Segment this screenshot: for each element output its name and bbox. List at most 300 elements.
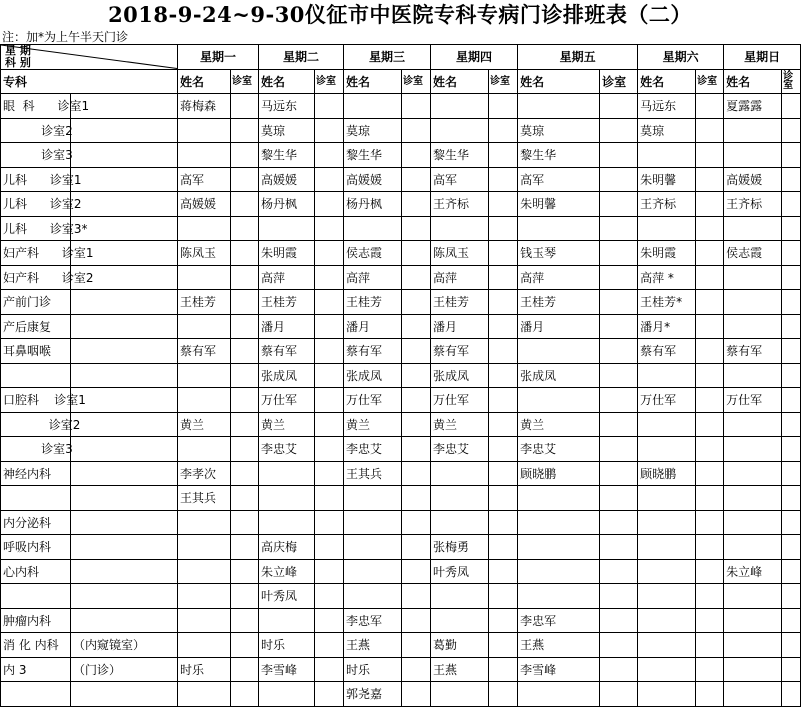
room-cell xyxy=(782,241,801,266)
doctor-name-cell xyxy=(344,94,402,119)
dept-cell: 内分泌科 xyxy=(1,510,71,535)
doctor-name-cell xyxy=(638,608,696,633)
doctor-name-cell: 蔡有军 xyxy=(178,339,231,364)
room-cell xyxy=(315,461,344,486)
doctor-name-cell xyxy=(178,314,231,339)
room-cell xyxy=(231,192,259,217)
doctor-name-cell xyxy=(638,363,696,388)
room-cell xyxy=(231,339,259,364)
room-cell xyxy=(600,241,638,266)
doctor-name-cell xyxy=(178,118,231,143)
doctor-name-cell: 李忠艾 xyxy=(259,437,315,462)
room-cell xyxy=(402,633,431,658)
dept-cell: 诊室3 xyxy=(1,437,71,462)
room-cell xyxy=(402,339,431,364)
doctor-name-cell xyxy=(344,486,402,511)
doctor-name-cell: 潘月 xyxy=(344,314,402,339)
dept-cell xyxy=(1,363,71,388)
room-cell xyxy=(231,216,259,241)
room-cell xyxy=(782,216,801,241)
doctor-name-cell xyxy=(259,608,315,633)
name-header: 姓名 xyxy=(518,69,600,94)
table-row xyxy=(1,608,801,633)
room-cell xyxy=(696,143,724,168)
name-header: 姓名 xyxy=(259,69,315,94)
table-row xyxy=(1,461,801,486)
room-cell xyxy=(489,559,518,584)
dept-cell: 儿科 诊室3* xyxy=(1,216,71,241)
doctor-name-cell xyxy=(344,535,402,560)
doctor-name-cell xyxy=(518,216,600,241)
doctor-name-cell: 钱玉琴 xyxy=(518,241,600,266)
dept-cell: 心内科 xyxy=(1,559,71,584)
doctor-name-cell: 王齐标 xyxy=(638,192,696,217)
doctor-name-cell: 王桂芳 xyxy=(518,290,600,315)
corner-cell xyxy=(1,45,178,70)
room-cell xyxy=(600,633,638,658)
room-cell xyxy=(782,388,801,413)
name-header: 姓名 xyxy=(344,69,402,94)
dept-sub-cell xyxy=(71,118,178,143)
doctor-name-cell xyxy=(724,486,782,511)
room-cell xyxy=(231,363,259,388)
room-cell xyxy=(315,241,344,266)
dept-sub-cell: （门诊） xyxy=(71,657,178,682)
doctor-name-cell: 朱明霞 xyxy=(638,241,696,266)
doctor-name-cell xyxy=(638,486,696,511)
room-cell xyxy=(315,143,344,168)
room-cell xyxy=(315,437,344,462)
doctor-name-cell xyxy=(724,584,782,609)
room-cell xyxy=(489,314,518,339)
table-row xyxy=(1,363,801,388)
doctor-name-cell: 高庆梅 xyxy=(259,535,315,560)
doctor-name-cell: 夏露露 xyxy=(724,94,782,119)
doctor-name-cell xyxy=(178,608,231,633)
room-cell xyxy=(600,167,638,192)
doctor-name-cell xyxy=(638,559,696,584)
doctor-name-cell xyxy=(431,94,489,119)
room-cell xyxy=(600,290,638,315)
room-cell xyxy=(402,143,431,168)
table-row xyxy=(1,412,801,437)
room-cell xyxy=(231,437,259,462)
doctor-name-cell: 蔡有军 xyxy=(638,339,696,364)
room-cell xyxy=(696,167,724,192)
room-cell xyxy=(231,461,259,486)
dept-cell: 儿科 诊室1 xyxy=(1,167,71,192)
room-cell xyxy=(600,143,638,168)
doctor-name-cell xyxy=(518,535,600,560)
room-cell xyxy=(231,94,259,119)
doctor-name-cell xyxy=(724,290,782,315)
room-cell xyxy=(402,535,431,560)
doctor-name-cell: 黎生华 xyxy=(344,143,402,168)
room-cell xyxy=(782,118,801,143)
doctor-name-cell: 王桂芳 xyxy=(178,290,231,315)
name-header: 姓名 xyxy=(178,69,231,94)
doctor-name-cell: 朱立峰 xyxy=(259,559,315,584)
doctor-name-cell xyxy=(638,216,696,241)
table-row xyxy=(1,486,801,511)
room-cell xyxy=(600,657,638,682)
room-cell xyxy=(231,633,259,658)
room-cell xyxy=(315,290,344,315)
doctor-name-cell xyxy=(518,339,600,364)
room-cell xyxy=(489,265,518,290)
doctor-name-cell xyxy=(638,584,696,609)
room-cell xyxy=(489,94,518,119)
doctor-name-cell xyxy=(431,510,489,535)
doctor-name-cell xyxy=(431,584,489,609)
doctor-name-cell xyxy=(638,633,696,658)
weekday-header: 星期二 xyxy=(259,45,344,70)
room-cell xyxy=(402,192,431,217)
dept-sub-cell xyxy=(71,486,178,511)
doctor-name-cell: 潘月 xyxy=(259,314,315,339)
room-cell xyxy=(402,388,431,413)
weekday-header: 星期四 xyxy=(431,45,518,70)
room-cell xyxy=(231,167,259,192)
doctor-name-cell: 黎生华 xyxy=(259,143,315,168)
doctor-name-cell xyxy=(638,412,696,437)
room-cell xyxy=(600,584,638,609)
room-cell xyxy=(489,633,518,658)
doctor-name-cell xyxy=(724,314,782,339)
dept-cell: 儿科 诊室2 xyxy=(1,192,71,217)
doctor-name-cell: 李忠艾 xyxy=(431,437,489,462)
room-cell xyxy=(489,241,518,266)
doctor-name-cell xyxy=(259,216,315,241)
dept-sub-cell xyxy=(71,192,178,217)
room-cell xyxy=(782,412,801,437)
table-row xyxy=(1,290,801,315)
weekday-header: 星期日 xyxy=(724,45,801,70)
room-cell xyxy=(402,216,431,241)
dept-cell xyxy=(1,584,71,609)
room-header: 诊室 xyxy=(402,69,431,94)
doctor-name-cell xyxy=(259,461,315,486)
room-cell xyxy=(489,437,518,462)
room-cell xyxy=(402,608,431,633)
room-cell xyxy=(782,584,801,609)
doctor-name-cell xyxy=(724,535,782,560)
doctor-name-cell: 朱明馨 xyxy=(518,192,600,217)
doctor-name-cell: 万仕军 xyxy=(724,388,782,413)
room-cell xyxy=(696,118,724,143)
doctor-name-cell: 李孝次 xyxy=(178,461,231,486)
doctor-name-cell: 潘月 xyxy=(518,314,600,339)
room-cell xyxy=(489,461,518,486)
doctor-name-cell xyxy=(724,633,782,658)
dept-sub-cell xyxy=(71,363,178,388)
room-cell xyxy=(231,143,259,168)
room-cell xyxy=(315,535,344,560)
dept-header: 专科 xyxy=(1,69,178,94)
doctor-name-cell xyxy=(178,216,231,241)
room-header: 诊室 xyxy=(489,69,518,94)
room-cell xyxy=(782,265,801,290)
doctor-name-cell: 莫琼 xyxy=(518,118,600,143)
room-cell xyxy=(231,486,259,511)
room-cell xyxy=(489,143,518,168)
dept-cell: 妇产科 诊室2 xyxy=(1,265,71,290)
doctor-name-cell xyxy=(638,682,696,707)
room-cell xyxy=(489,363,518,388)
doctor-name-cell: 李忠艾 xyxy=(518,437,600,462)
room-cell xyxy=(600,559,638,584)
room-cell xyxy=(231,559,259,584)
table-row xyxy=(1,559,801,584)
room-cell xyxy=(315,510,344,535)
room-cell xyxy=(231,608,259,633)
room-cell xyxy=(402,412,431,437)
doctor-name-cell: 蔡有军 xyxy=(431,339,489,364)
doctor-name-cell: 侯志霞 xyxy=(344,241,402,266)
room-cell xyxy=(489,216,518,241)
corner-top-label: 星 期 xyxy=(5,44,31,57)
room-cell xyxy=(315,388,344,413)
room-cell xyxy=(489,535,518,560)
doctor-name-cell: 王齐标 xyxy=(724,192,782,217)
room-cell xyxy=(600,363,638,388)
doctor-name-cell: 王桂芳 xyxy=(431,290,489,315)
doctor-name-cell: 黎生华 xyxy=(518,143,600,168)
doctor-name-cell: 王燕 xyxy=(431,657,489,682)
room-cell xyxy=(782,461,801,486)
doctor-name-cell: 万仕军 xyxy=(638,388,696,413)
room-cell xyxy=(489,608,518,633)
room-cell xyxy=(489,657,518,682)
doctor-name-cell: 叶秀凤 xyxy=(259,584,315,609)
doctor-name-cell: 张成凤 xyxy=(518,363,600,388)
room-cell xyxy=(231,657,259,682)
doctor-name-cell: 李忠艾 xyxy=(344,437,402,462)
doctor-name-cell: 潘月* xyxy=(638,314,696,339)
room-cell xyxy=(402,94,431,119)
dept-cell xyxy=(1,486,71,511)
doctor-name-cell: 张成凤 xyxy=(431,363,489,388)
dept-cell: 产后康复 xyxy=(1,314,71,339)
dept-sub-cell xyxy=(71,437,178,462)
room-cell xyxy=(782,143,801,168)
dept-sub-cell xyxy=(71,290,178,315)
room-cell xyxy=(782,363,801,388)
doctor-name-cell xyxy=(724,412,782,437)
room-cell xyxy=(402,559,431,584)
room-cell xyxy=(231,118,259,143)
table-row xyxy=(1,682,801,707)
room-cell xyxy=(600,388,638,413)
dept-sub-cell xyxy=(71,143,178,168)
table-row xyxy=(1,94,801,119)
room-cell xyxy=(315,412,344,437)
doctor-name-cell xyxy=(518,486,600,511)
room-cell xyxy=(315,486,344,511)
note: 注：加*为上午半天门诊 xyxy=(2,30,129,44)
doctor-name-cell: 万仕军 xyxy=(344,388,402,413)
doctor-name-cell xyxy=(178,535,231,560)
room-cell xyxy=(315,682,344,707)
room-cell xyxy=(315,363,344,388)
room-cell xyxy=(600,216,638,241)
room-cell xyxy=(402,657,431,682)
room-cell xyxy=(600,339,638,364)
doctor-name-cell: 黄兰 xyxy=(518,412,600,437)
room-cell xyxy=(600,94,638,119)
doctor-name-cell: 万仕军 xyxy=(259,388,315,413)
dept-sub-cell xyxy=(71,510,178,535)
doctor-name-cell: 李雪峰 xyxy=(518,657,600,682)
column-header-row xyxy=(1,69,801,94)
room-cell xyxy=(782,290,801,315)
doctor-name-cell xyxy=(724,363,782,388)
dept-cell: 消 化 内科 xyxy=(1,633,71,658)
table-row xyxy=(1,265,801,290)
doctor-name-cell: 陈凤玉 xyxy=(431,241,489,266)
room-cell xyxy=(696,559,724,584)
room-cell xyxy=(315,94,344,119)
room-cell xyxy=(402,437,431,462)
room-header: 诊室 xyxy=(782,69,801,94)
doctor-name-cell: 张成凤 xyxy=(259,363,315,388)
doctor-name-cell xyxy=(638,437,696,462)
doctor-name-cell xyxy=(178,363,231,388)
doctor-name-cell xyxy=(518,584,600,609)
table-row xyxy=(1,633,801,658)
table-row xyxy=(1,167,801,192)
doctor-name-cell: 郭尧嘉 xyxy=(344,682,402,707)
room-cell xyxy=(402,461,431,486)
room-cell xyxy=(489,682,518,707)
doctor-name-cell xyxy=(344,216,402,241)
doctor-name-cell: 马远东 xyxy=(638,94,696,119)
doctor-name-cell xyxy=(518,94,600,119)
room-cell xyxy=(696,339,724,364)
room-cell xyxy=(696,363,724,388)
room-cell xyxy=(231,584,259,609)
doctor-name-cell xyxy=(178,265,231,290)
doctor-name-cell: 朱明馨 xyxy=(638,167,696,192)
room-cell xyxy=(782,314,801,339)
dept-cell: 诊室3 xyxy=(1,143,71,168)
doctor-name-cell: 王燕 xyxy=(518,633,600,658)
room-cell xyxy=(402,314,431,339)
doctor-name-cell: 蔡有军 xyxy=(344,339,402,364)
room-cell xyxy=(402,584,431,609)
page-title: 2018-9-24~9-30仪征市中医院专科专病门诊排班表（二） xyxy=(108,2,692,27)
doctor-name-cell: 杨丹枫 xyxy=(259,192,315,217)
room-cell xyxy=(315,584,344,609)
room-cell xyxy=(402,510,431,535)
doctor-name-cell: 王燕 xyxy=(344,633,402,658)
room-cell xyxy=(782,608,801,633)
dept-sub-cell xyxy=(71,461,178,486)
room-cell xyxy=(696,608,724,633)
doctor-name-cell: 王其兵 xyxy=(178,486,231,511)
room-cell xyxy=(315,216,344,241)
doctor-name-cell: 蔡有军 xyxy=(259,339,315,364)
doctor-name-cell xyxy=(431,118,489,143)
room-cell xyxy=(696,486,724,511)
schedule-table xyxy=(0,44,801,707)
room-cell xyxy=(696,314,724,339)
room-cell xyxy=(600,608,638,633)
room-cell xyxy=(782,339,801,364)
room-cell xyxy=(231,412,259,437)
doctor-name-cell: 蔡有军 xyxy=(724,339,782,364)
corner-bottom-label: 科 别 xyxy=(5,56,31,69)
table-row xyxy=(1,388,801,413)
table-row xyxy=(1,192,801,217)
room-cell xyxy=(696,682,724,707)
dept-sub-cell xyxy=(71,559,178,584)
doctor-name-cell: 王桂芳* xyxy=(638,290,696,315)
room-cell xyxy=(489,510,518,535)
doctor-name-cell xyxy=(724,265,782,290)
name-header: 姓名 xyxy=(724,69,782,94)
doctor-name-cell: 莫琼 xyxy=(344,118,402,143)
doctor-name-cell xyxy=(638,143,696,168)
dept-cell: 肿瘤内科 xyxy=(1,608,71,633)
dept-cell: 妇产科 诊室1 xyxy=(1,241,71,266)
doctor-name-cell: 王其兵 xyxy=(344,461,402,486)
room-cell xyxy=(782,486,801,511)
room-cell xyxy=(600,192,638,217)
room-cell xyxy=(600,461,638,486)
table-row xyxy=(1,339,801,364)
room-cell xyxy=(600,314,638,339)
room-cell xyxy=(782,657,801,682)
room-cell xyxy=(696,584,724,609)
doctor-name-cell: 侯志霞 xyxy=(724,241,782,266)
room-cell xyxy=(315,167,344,192)
room-header: 诊室 xyxy=(600,69,638,94)
dept-sub-cell xyxy=(71,682,178,707)
room-cell xyxy=(489,412,518,437)
room-cell xyxy=(600,265,638,290)
doctor-name-cell xyxy=(724,657,782,682)
doctor-name-cell: 黄兰 xyxy=(344,412,402,437)
room-cell xyxy=(782,633,801,658)
room-cell xyxy=(696,510,724,535)
doctor-name-cell: 高萍 xyxy=(518,265,600,290)
doctor-name-cell xyxy=(724,510,782,535)
doctor-name-cell: 王齐标 xyxy=(431,192,489,217)
doctor-name-cell: 张梅勇 xyxy=(431,535,489,560)
room-cell xyxy=(696,216,724,241)
weekday-header: 星期三 xyxy=(344,45,431,70)
room-cell xyxy=(489,290,518,315)
room-cell xyxy=(782,510,801,535)
dept-sub-cell xyxy=(71,167,178,192)
dept-sub-cell xyxy=(71,608,178,633)
doctor-name-cell xyxy=(724,461,782,486)
room-cell xyxy=(489,584,518,609)
dept-cell: 内 3 xyxy=(1,657,71,682)
doctor-name-cell: 李忠军 xyxy=(518,608,600,633)
room-cell xyxy=(600,118,638,143)
doctor-name-cell: 顾晓鹏 xyxy=(638,461,696,486)
room-cell xyxy=(489,118,518,143)
dept-sub-cell xyxy=(71,535,178,560)
doctor-name-cell: 高媛媛 xyxy=(178,192,231,217)
doctor-name-cell: 陈凤玉 xyxy=(178,241,231,266)
doctor-name-cell xyxy=(724,118,782,143)
doctor-name-cell xyxy=(724,437,782,462)
doctor-name-cell xyxy=(178,388,231,413)
doctor-name-cell xyxy=(259,486,315,511)
